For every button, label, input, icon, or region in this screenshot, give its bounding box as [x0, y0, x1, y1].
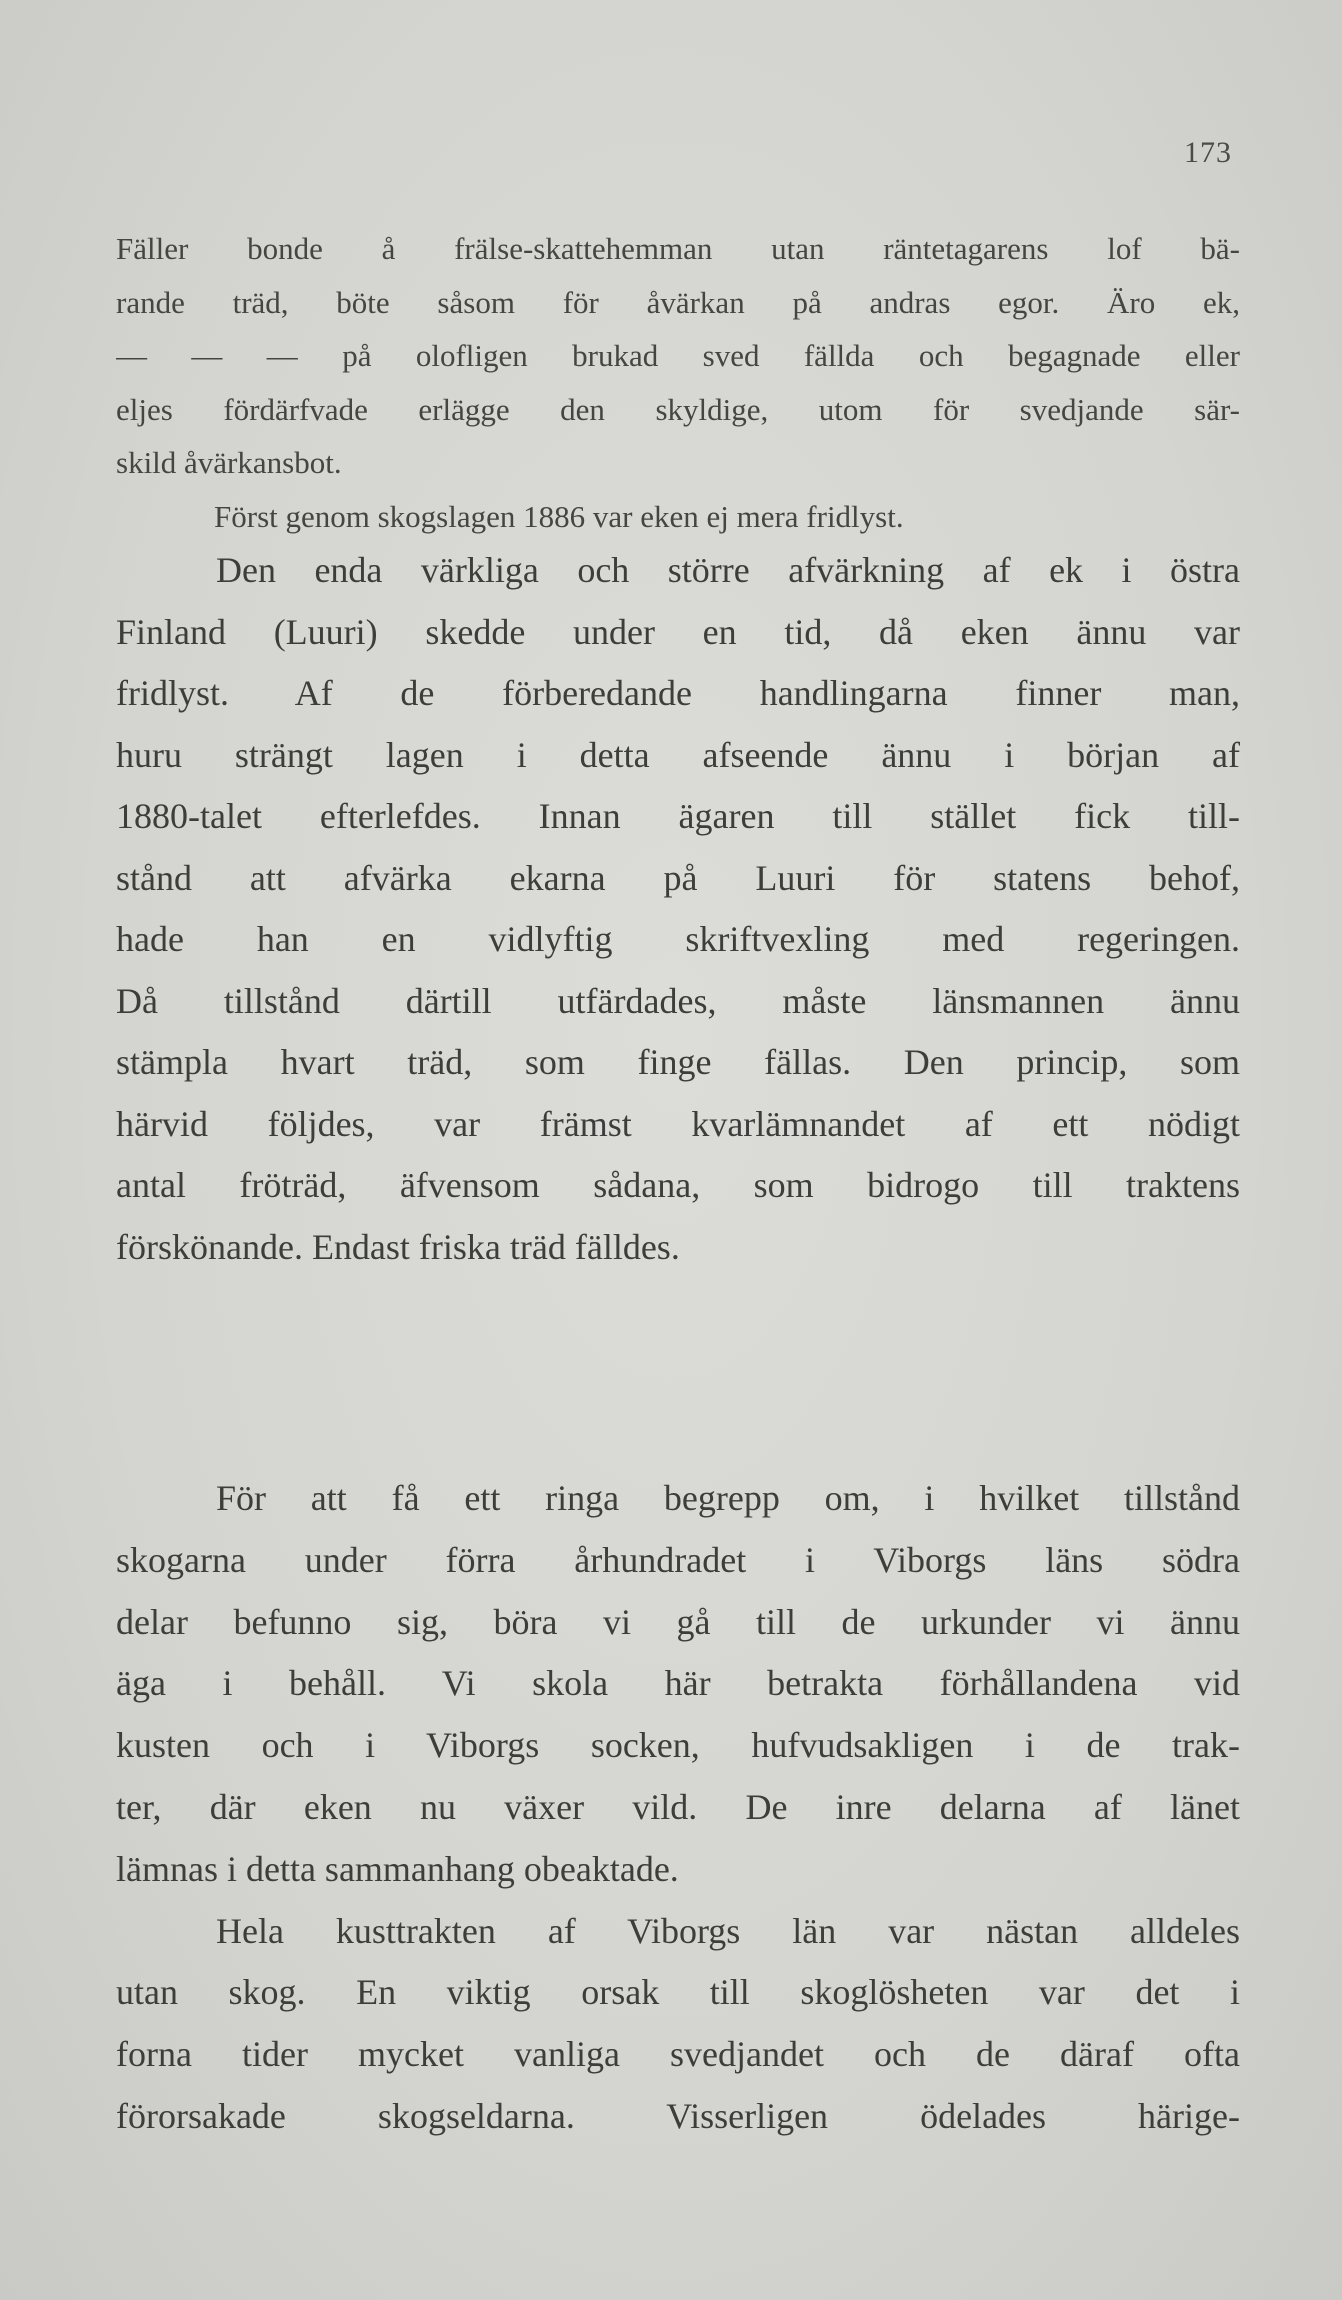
- text-line: skogarna under förra århundradet i Viborgs läns södra: [116, 1539, 1240, 1580]
- text-line: Hela kusttrakten af Viborgs län var nästan alldeles: [216, 1910, 1240, 1951]
- text-line: — — — på olofligen brukad sved fällda och begagnade eller: [116, 338, 1240, 373]
- text-line: lämnas i detta sammanhang obeaktade.: [116, 1848, 679, 1889]
- paragraph-viborg: [116, 1468, 1240, 2148]
- text-line: eljes fördärfvade erlägge den skyldige, utom för svedjande sär-: [116, 391, 1240, 427]
- text-line: hade han en vidlyftig skriftvexling med regeringen.: [116, 919, 1240, 959]
- text-line: rande träd, böte såsom för åvärkan på andras egor. Äro ek,: [116, 284, 1240, 320]
- text-line: utan skog. En viktig orsak till skoglösheten var det i: [116, 1972, 1240, 2013]
- text-line: stämpla hvart träd, som finge fällas. Den princip, som: [116, 1042, 1240, 1082]
- text-line: förskönande. Endast friska träd fälldes.: [116, 1226, 680, 1267]
- paragraph-luuri: [116, 540, 1240, 1278]
- text-line: Då tillstånd därtill utfärdades, måste länsmannen ännu: [116, 980, 1240, 1021]
- text-line: Finland (Luuri) skedde under en tid, då eken ännu var: [116, 611, 1240, 652]
- text-line: Fäller bonde å frälse-skattehemman utan räntetagarens lof bä-: [116, 231, 1240, 266]
- text-line: forna tider mycket vanliga svedjandet och de däraf ofta: [116, 2034, 1240, 2075]
- page-number: 173: [1184, 136, 1232, 169]
- text-line: kusten och i Viborgs socken, hufvudsakligen i de trak-: [116, 1725, 1240, 1766]
- text-line: stånd att afvärka ekarna på Luuri för statens behof,: [116, 857, 1240, 898]
- text-line: härvid följdes, var främst kvarlämnandet af ett nödigt: [116, 1103, 1240, 1144]
- text-line: fridlyst. Af de förberedande handlingarna finner man,: [116, 673, 1240, 713]
- text-line: 1880-talet efterlefdes. Innan ägaren till stället fick till-: [116, 796, 1240, 836]
- text-line: För att få ett ringa begrepp om, i hvilket tillstånd: [216, 1478, 1240, 1518]
- text-line: antal fröträd, äfvensom sådana, som bidrogo till traktens: [116, 1165, 1240, 1205]
- text-line: ter, där eken nu växer vild. De inre delarna af länet: [116, 1786, 1240, 1827]
- text-line: äga i behåll. Vi skola här betrakta förhållandena vid: [116, 1663, 1240, 1704]
- small-text-paragraph: [116, 222, 1240, 543]
- text-line: Den enda värkliga och större afvärkning af ek i östra: [216, 550, 1240, 590]
- text-line: skild åvärkansbot.: [116, 445, 342, 480]
- text-line: förorsakade skogseldarna. Visserligen ödelades härige-: [116, 2095, 1240, 2136]
- text-line: delar befunno sig, böra vi gå till de urkunder vi ännu: [116, 1601, 1240, 1642]
- text-line: Först genom skogslagen 1886 var eken ej mera fridlyst.: [214, 498, 904, 534]
- text-line: huru strängt lagen i detta afseende ännu i början af: [116, 734, 1240, 775]
